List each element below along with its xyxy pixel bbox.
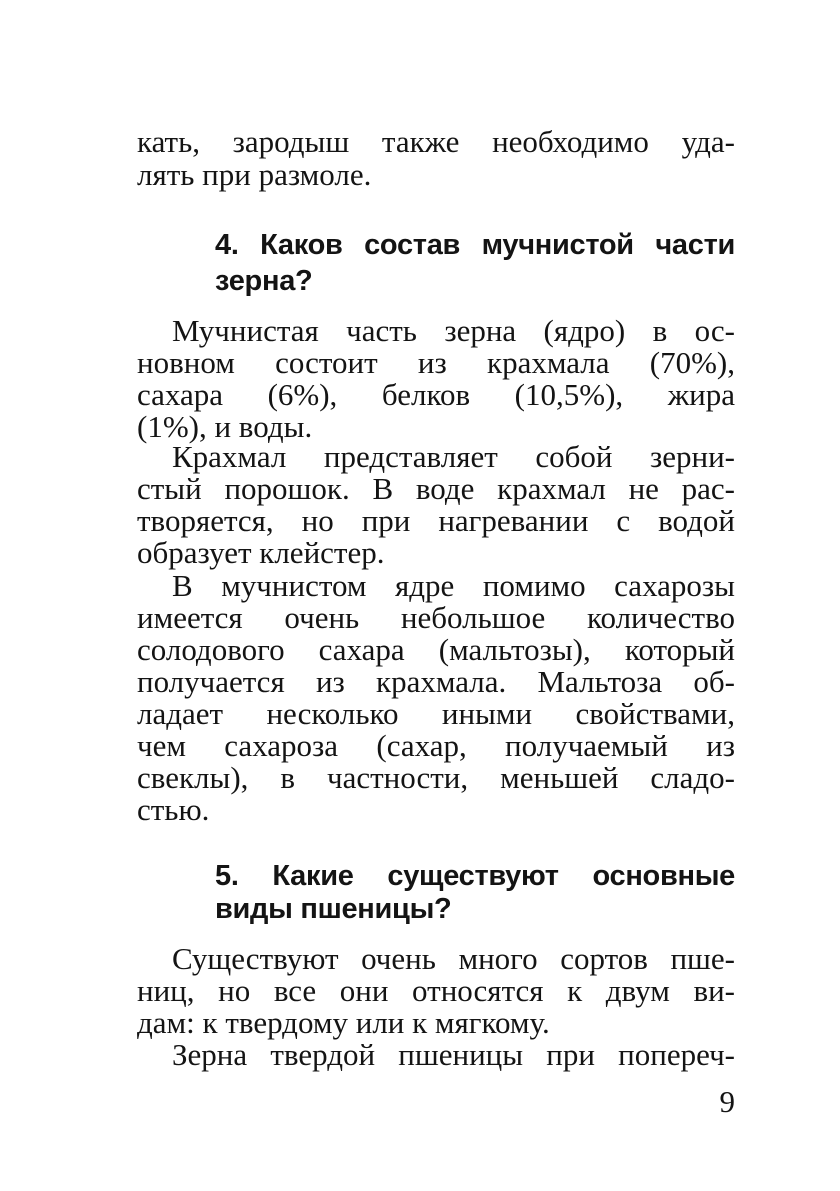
paragraph-line: Мучнистая часть зерна (ядро) в ос-	[172, 313, 735, 348]
section-4-heading: 4. Каков состав мучнистой части	[215, 229, 735, 261]
paragraph-line: солодового сахара (мальтозы), который	[137, 632, 735, 667]
paragraph-line: Крахмал представляет собой зерни-	[172, 439, 735, 474]
intro-line: кать, зародыш также необходимо уда-	[137, 124, 735, 159]
paragraph-line: Существуют очень много сортов пше-	[172, 941, 735, 976]
paragraph-line: В мучнистом ядре помимо сахарозы	[172, 568, 735, 603]
section-5-heading: 5. Какие существуют основные	[215, 860, 735, 892]
paragraph-line: ладает несколько иными свойствами,	[137, 696, 735, 731]
section-4-heading: зерна?	[215, 265, 313, 297]
paragraph-line: получается из крахмала. Мальтоза об-	[137, 664, 735, 699]
paragraph-line: образует клейстер.	[137, 535, 385, 570]
paragraph-line: творяется, но при нагревании с водой	[137, 503, 735, 538]
paragraph-line: стый порошок. В воде крахмал не рас-	[137, 471, 735, 506]
paragraph-line: сахара (6%), белков (10,5%), жира	[137, 377, 735, 412]
paragraph-line: ниц, но все они относятся к двум ви-	[137, 973, 735, 1008]
paragraph-line: чем сахароза (сахар, получаемый из	[137, 728, 735, 763]
intro-line: лять при размоле.	[137, 157, 372, 192]
paragraph-line: дам: к твердому или к мягкому.	[137, 1005, 550, 1040]
paragraph-line: Зерна твердой пшеницы при попереч-	[172, 1037, 735, 1072]
page-number: 9	[719, 1084, 735, 1119]
section-5-heading: виды пшеницы?	[215, 893, 452, 925]
paragraph-line: стью.	[137, 792, 210, 827]
paragraph-line: имеется очень небольшое количество	[137, 600, 735, 635]
paragraph-line: (1%), и воды.	[137, 409, 313, 444]
paragraph-line: свеклы), в частности, меньшей сладо-	[137, 760, 735, 795]
paragraph-line: новном состоит из крахмала (70%),	[137, 345, 735, 380]
